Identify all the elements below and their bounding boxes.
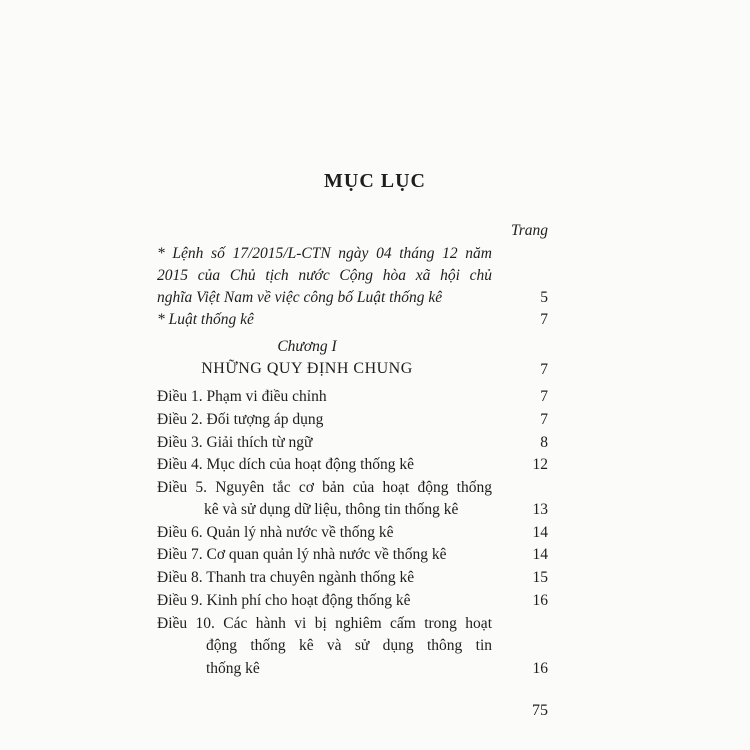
toc-page: 14 — [532, 524, 548, 541]
toc-line: Điều 5. Nguyên tắc cơ bản của hoạt động thống — [157, 479, 492, 496]
toc-line: động thống kê và sử dụng thông tin — [206, 637, 492, 654]
toc-line: Điều 6. Quản lý nhà nước về thống kê — [157, 524, 394, 541]
toc-line: Điều 4. Mục dích của hoạt động thống kê — [157, 456, 414, 473]
toc-line: Điều 7. Cơ quan quản lý nhà nước về thống kê — [157, 546, 447, 563]
toc-line: * Lệnh số 17/2015/L-CTN ngày 04 tháng 12 năm — [157, 245, 492, 262]
toc-line: 2015 của Chủ tịch nước Cộng hòa xã hội chủ — [157, 267, 492, 284]
toc-line: Điều 10. Các hành vi bị nghiêm cấm trong hoạt — [157, 615, 492, 632]
toc-line: nghĩa Việt Nam về việc công bố Luật thống kê — [157, 289, 443, 306]
toc-page: 14 — [532, 546, 548, 563]
toc-line: thống kê — [206, 660, 260, 677]
chapter-label: Chương I — [277, 338, 337, 355]
page-column-label: Trang — [510, 222, 548, 239]
page-title: MỤC LỤC — [324, 170, 426, 192]
toc-line: * Luật thống kê — [157, 311, 254, 328]
toc-line: Điều 9. Kinh phí cho hoạt động thống kê — [157, 592, 411, 609]
toc-page: 13 — [532, 501, 548, 518]
toc-page: 16 — [532, 592, 548, 609]
toc-line: Điều 3. Giải thích từ ngữ — [157, 434, 313, 451]
toc-page: 12 — [532, 456, 548, 473]
page-number: 75 — [532, 702, 548, 719]
toc-page: 7 — [540, 311, 548, 328]
toc-page: 7 — [540, 388, 548, 405]
toc-page: 5 — [540, 289, 548, 306]
chapter-title: NHỮNG QUY ĐỊNH CHUNG — [201, 360, 413, 377]
toc-page: 7 — [540, 361, 548, 378]
toc-page: 8 — [540, 434, 548, 451]
toc-line: kê và sử dụng dữ liệu, thông tin thống kê — [204, 501, 459, 518]
toc-line: Điều 2. Đối tượng áp dụng — [157, 411, 324, 428]
toc-line: Điều 8. Thanh tra chuyên ngành thống kê — [157, 569, 415, 586]
toc-page: 7 — [540, 411, 548, 428]
toc-line: Điều 1. Phạm vi điều chỉnh — [157, 388, 327, 405]
toc-page: 15 — [532, 569, 548, 586]
toc-page: 16 — [532, 660, 548, 677]
